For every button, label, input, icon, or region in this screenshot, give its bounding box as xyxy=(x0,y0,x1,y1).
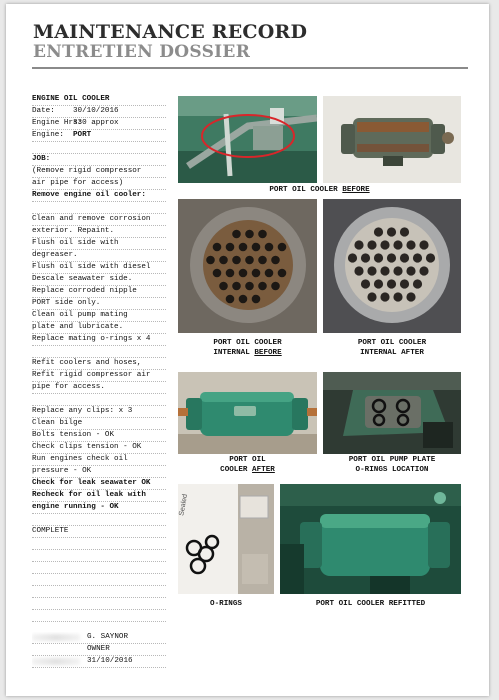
cooler-tube-hole xyxy=(367,292,376,301)
caption-internal-after-line1: PORT OIL COOLER xyxy=(357,339,427,347)
cooler-tube-hole xyxy=(380,266,389,275)
caption-cooler-after-emphasis: AFTER xyxy=(252,465,275,474)
cooler-tube-hole xyxy=(413,253,422,262)
cooler-tube-hole xyxy=(380,292,389,301)
cooler-tube-hole xyxy=(265,269,274,278)
job-label: JOB: xyxy=(32,154,166,166)
job-line: Refit rigid compressor air xyxy=(32,370,166,382)
cooler-tube-hole xyxy=(380,240,389,249)
cooler-tube-hole xyxy=(419,266,428,275)
photo-refitted xyxy=(280,484,461,594)
cooler-tube-hole xyxy=(226,243,235,252)
job-line: COMPLETE xyxy=(32,526,166,538)
caption-pump-plate xyxy=(323,456,461,475)
job-line: Replace any clips: x 3 xyxy=(32,406,166,418)
cooler-tube-hole xyxy=(361,253,370,262)
job-lines xyxy=(32,166,166,622)
caption-cooler-after xyxy=(178,456,317,475)
cooler-tube-hole xyxy=(239,295,248,304)
photo-cooler-after xyxy=(178,372,317,454)
date-row xyxy=(32,106,166,118)
cooler-tube-hole xyxy=(239,243,248,252)
caption-internal-before-line1: PORT OIL COOLER xyxy=(213,339,282,347)
cooler-tube-hole xyxy=(278,269,287,278)
cooler-tube-hole xyxy=(271,282,280,291)
cooler-tube-hole xyxy=(387,279,396,288)
caption-internal-after xyxy=(323,339,461,358)
maintenance-record-page xyxy=(6,4,489,696)
cooler-tube-hole xyxy=(258,230,267,239)
photo-orings xyxy=(178,484,274,594)
cooler-tube-hole xyxy=(219,282,228,291)
cooler-tube-hole xyxy=(393,266,402,275)
caption-refitted: PORT OIL COOLER REFITTED xyxy=(315,600,426,608)
job-line: Replace corroded nipple xyxy=(32,286,166,298)
page-title: MAINTENANCE RECORD xyxy=(33,21,308,43)
engine-row xyxy=(32,130,166,142)
job-line xyxy=(32,562,166,574)
hours-value: 330 approx xyxy=(73,119,119,127)
cooler-tube-hole xyxy=(213,243,222,252)
caption-before xyxy=(178,186,461,196)
page-subtitle: ENTRETIEN DOSSIER xyxy=(33,42,251,62)
photo-pipe-closeup xyxy=(178,96,317,183)
cooler-tube-hole xyxy=(400,253,409,262)
cooler-tube-hole xyxy=(245,282,254,291)
cooler-tube-hole xyxy=(245,230,254,239)
caption-cooler-after-text: COOLER xyxy=(220,465,253,474)
section-title: ENGINE OIL COOLER xyxy=(32,94,166,106)
cooler-tube-hole xyxy=(419,240,428,249)
cooler-tube-hole xyxy=(426,253,435,262)
cooler-tube-hole xyxy=(361,279,370,288)
job-line: Run engines check oil xyxy=(32,454,166,466)
job-line xyxy=(32,574,166,586)
signature-name: G. SAYNOR xyxy=(87,633,129,641)
job-line: engine running - OK xyxy=(32,502,166,514)
job-line: plate and lubricate. xyxy=(32,322,166,334)
header-rule xyxy=(32,67,468,69)
job-line: exterior. Repaint. xyxy=(32,226,166,238)
cooler-tube-hole xyxy=(278,243,287,252)
job-line xyxy=(32,586,166,598)
job-line: Recheck for oil leak with xyxy=(32,490,166,502)
cooler-tube-hole xyxy=(265,243,274,252)
cooler-tube-hole xyxy=(406,240,415,249)
cooler-tube-hole xyxy=(374,227,383,236)
cooler-tube-hole xyxy=(393,240,402,249)
job-line: Flush oil side with diesel xyxy=(32,262,166,274)
job-line: pipe for access. xyxy=(32,382,166,394)
cooler-tube-hole xyxy=(232,230,241,239)
cooler-tube-hole xyxy=(213,269,222,278)
job-line: pressure - OK xyxy=(32,466,166,478)
cooler-tube-hole xyxy=(393,292,402,301)
job-line: Bolts tension - OK xyxy=(32,430,166,442)
job-line: Clean bilge xyxy=(32,418,166,430)
caption-internal-before xyxy=(178,339,317,358)
job-line: Flush oil side with xyxy=(32,238,166,250)
cooler-tube-hole xyxy=(239,269,248,278)
job-line: PORT side only. xyxy=(32,298,166,310)
job-line: Check for leak seawater OK xyxy=(32,478,166,490)
signature-name-row xyxy=(32,632,166,644)
caption-internal-before-line2 xyxy=(178,349,317,359)
job-line: Remove engine oil cooler: xyxy=(32,190,166,202)
cooler-tube-hole xyxy=(258,256,267,265)
job-line: degreaser. xyxy=(32,250,166,262)
cooler-tube-hole xyxy=(367,266,376,275)
cooler-tube-hole xyxy=(232,282,241,291)
job-line xyxy=(32,550,166,562)
signature-date-row xyxy=(32,656,166,668)
photo-cooler-before xyxy=(323,96,461,183)
caption-orings: O-RINGS xyxy=(210,600,242,608)
caption-before-emphasis: BEFORE xyxy=(342,186,370,194)
caption-cooler-after-line2 xyxy=(178,466,317,476)
photo-pump-plate xyxy=(323,372,461,454)
cooler-tube-hole xyxy=(406,266,415,275)
engine-value: PORT xyxy=(73,131,92,139)
signature-date: 31/10/2016 xyxy=(87,657,133,665)
cooler-tube-hole xyxy=(219,256,228,265)
job-line: air pipe for access) xyxy=(32,178,166,190)
cooler-tube-hole xyxy=(252,295,261,304)
caption-before-text: PORT OIL COOLER xyxy=(269,186,343,194)
cooler-tube-hole xyxy=(271,256,280,265)
signature-block xyxy=(32,632,166,668)
job-line xyxy=(32,598,166,610)
spacer-line xyxy=(32,142,166,154)
date-value: 30/10/2016 xyxy=(73,107,119,115)
cooler-tube-hole xyxy=(374,279,383,288)
cooler-tube-hole xyxy=(354,240,363,249)
cooler-tube-hole xyxy=(400,227,409,236)
caption-internal-before-text: INTERNAL xyxy=(213,348,255,357)
job-line: Check clips tension - OK xyxy=(32,442,166,454)
cooler-tube-hole xyxy=(400,279,409,288)
cooler-tube-hole xyxy=(258,282,267,291)
packet-label: Sealed xyxy=(178,493,190,517)
engine-label: Engine: xyxy=(32,131,64,139)
job-line: Descale seawater side. xyxy=(32,274,166,286)
cooler-tube-hole xyxy=(374,253,383,262)
signature-role-row xyxy=(32,644,166,656)
cooler-tube-hole xyxy=(232,256,241,265)
cooler-tube-hole xyxy=(245,256,254,265)
job-line: Refit coolers and hoses, xyxy=(32,358,166,370)
photo-internal-after xyxy=(323,199,461,333)
caption-internal-before-emphasis: BEFORE xyxy=(254,348,282,357)
cooler-tube-hole xyxy=(354,266,363,275)
redacted-mark xyxy=(32,658,80,665)
hours-row xyxy=(32,118,166,130)
cooler-tube-hole xyxy=(252,269,261,278)
job-line xyxy=(32,514,166,526)
job-line xyxy=(32,346,166,358)
job-line: Clean oil pump mating xyxy=(32,310,166,322)
photo-internal-before xyxy=(178,199,317,333)
job-line xyxy=(32,202,166,214)
cooler-tube-hole xyxy=(413,279,422,288)
cooler-tube-hole xyxy=(226,269,235,278)
cooler-tube-hole xyxy=(252,243,261,252)
cooler-tube-hole xyxy=(387,227,396,236)
signature-role: OWNER xyxy=(87,645,110,653)
date-label: Date: xyxy=(32,107,55,115)
cooler-tube-hole xyxy=(367,240,376,249)
caption-cooler-after-line1: PORT OIL xyxy=(229,456,266,464)
cooler-tube-hole xyxy=(206,256,215,265)
job-line: (Remove rigid compressor xyxy=(32,166,166,178)
record-details xyxy=(32,94,166,622)
job-line xyxy=(32,538,166,550)
cooler-tube-hole xyxy=(226,295,235,304)
cooler-tube-hole xyxy=(406,292,415,301)
redacted-signature xyxy=(32,634,80,641)
job-line: Clean and remove corrosion xyxy=(32,214,166,226)
cooler-tube-hole xyxy=(387,253,396,262)
job-line xyxy=(32,610,166,622)
caption-pump-plate-line1: PORT OIL PUMP PLATE xyxy=(348,456,436,464)
job-line xyxy=(32,394,166,406)
hours-label: Engine Hrs: xyxy=(32,119,83,127)
caption-pump-plate-line2: O-RINGS LOCATION xyxy=(355,465,429,474)
caption-internal-after-line2: INTERNAL AFTER xyxy=(360,348,424,357)
cooler-tube-hole xyxy=(348,253,357,262)
job-line: Replace mating o-rings x 4 xyxy=(32,334,166,346)
